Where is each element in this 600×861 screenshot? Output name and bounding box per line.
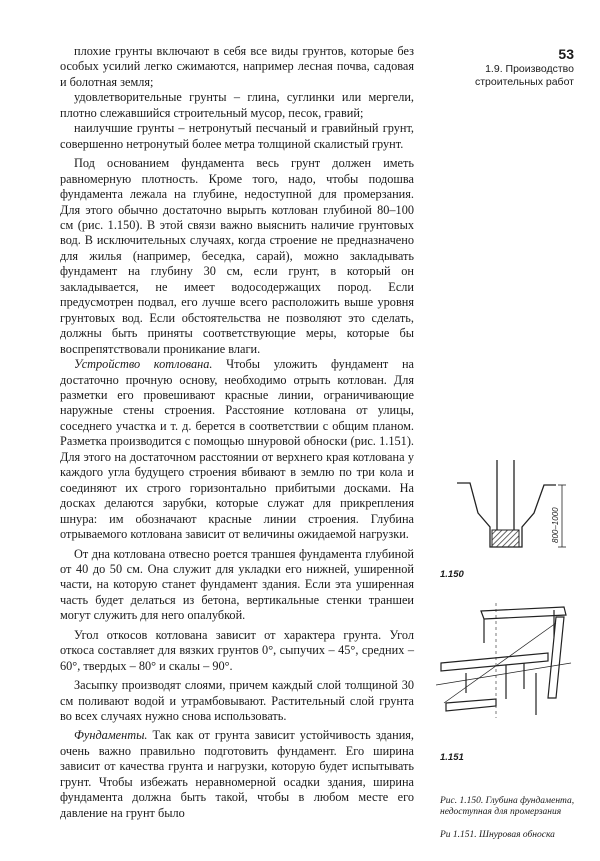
batter-board-right: [548, 617, 564, 698]
running-header: [464, 46, 574, 89]
batter-board-top: [481, 607, 566, 619]
body-text: [60, 44, 414, 821]
paragraph-backfill: Засыпку производят слоями, причем каждый слой толщиной 30 см поливают водой и утрамбовывают. Растительный слой грунта во всех случаях нужно снова использовать.: [60, 678, 414, 724]
paragraph-bad-soils: плохие грунты включают в себя все виды грунтов, которые без особых усилий легко сжимаются, например лесная почва, садовая и болотная земля;: [60, 44, 414, 89]
paragraph-excavation: Устройство котлована. Чтобы уложить фундамент на достаточно прочную основу, необходимо отрыть котлован. Для разметки его провешивают красные линии, ограничивающие наружные стены строения. Расстояние котлована от улицы, соседнего участка и т. д. берется в соответствии с общим планом. Разметка производится с помощью шнуровой обноски (рис. 1.151). Для этого на достаточном расстоянии от верхнего края котлована у каждого угла будущего строения вбивают в землю по три кола и соединяют их строго горизонтально прибитыми досками. На досках делаются зарубки, которые служат для прикрепления шнура: им обозначают красные линии строения. Глубина отрываемого котлована зависит от величины ожидаемой нагрузки.: [60, 357, 415, 542]
subheading-foundations: Фундаменты.: [74, 728, 148, 743]
paragraph-best-soils: наилучшие грунты – нетронутый песчаный и гравийный грунт, совершенно нетронутый более метра толщиной скалистый грунт.: [60, 121, 414, 151]
footing-block: [492, 530, 519, 547]
caption-1151: Ри 1.151. Шнуровая обноска: [440, 830, 555, 840]
dimension-label: 800–1000: [551, 507, 560, 543]
section-title: 1.9. Производство строительных работ: [474, 63, 574, 88]
figure-label-1150: 1.150: [440, 569, 464, 580]
figure-label-1151: 1.151: [440, 752, 464, 763]
figure-1150-drawing: [452, 455, 572, 565]
paragraph-foundations: Фундаменты. Так как от грунта зависит устойчивость здания, очень важно правильно подготовить фундамент. Его ширина зависит от качества грунта и нагрузки, которую будет испытывать грунт. Чтобы избежать неравномерной осадки здания, ширина фундамента должна быть такой, чтобы в любом месте его давление на грунт было: [60, 728, 414, 820]
paragraph-slope-angle: Угол откосов котлована зависит от характера грунта. Угол откоса составляет для вязких грунтов 0°, сыпучих – 45°, средних – 60°, твердых – 80° и скалы – 90°.: [60, 627, 414, 673]
paragraph-satisfactory-soils: удовлетворительные грунты – глина, суглинки или мергели, плотно слежавшийся строительный мусор, песок, гравий;: [60, 90, 414, 120]
page-number: 53: [558, 46, 574, 62]
batter-board-bottom: [446, 699, 496, 711]
subheading-excavation: Устройство котлована.: [74, 357, 213, 372]
paragraph-trench: От дна котлована отвесно роется траншея фундамента глубиной от 40 до 50 см. Она служит для укладки его нижней, уширенной части, на которую станет фундамент здания. Если эта уширенная часть будет делаться из бетона, вертикальные стенки траншеи могут служить для него опалубкой.: [60, 546, 414, 623]
caption-1150: Рис. 1.150. Глубина фундамента, недоступная для промерзания: [440, 796, 575, 817]
paragraph-foundation-base: Под основанием фундамента весь грунт должен иметь равномерную плотность. Кроме того, надо, чтобы подошва фундамента лежала на глубине, недоступной для промерзания. Для этого обычно достаточно вырыть котлован глубиной 80–100 см (рис. 1.150). В этой связи важно выяснить наличие грунтовых вод. В исключительных случаях, когда строение не предназначено для жилья (например, беседка, сарай), можно закладывать фундамент на глубину 30 см, если грунт, в который он закладывается, не имеет водосодержащих пород. Если предусмотрен подвал, его лучше всего расположить выше уровня грунтовых вод. Если обстоятельства не позволяют это сделать, должны быть приняты соответствующие меры, которые бы воспрепятствовали проникание влаги.: [60, 156, 414, 356]
batter-board-left: [441, 653, 548, 671]
figure-1151-drawing: [436, 603, 576, 723]
